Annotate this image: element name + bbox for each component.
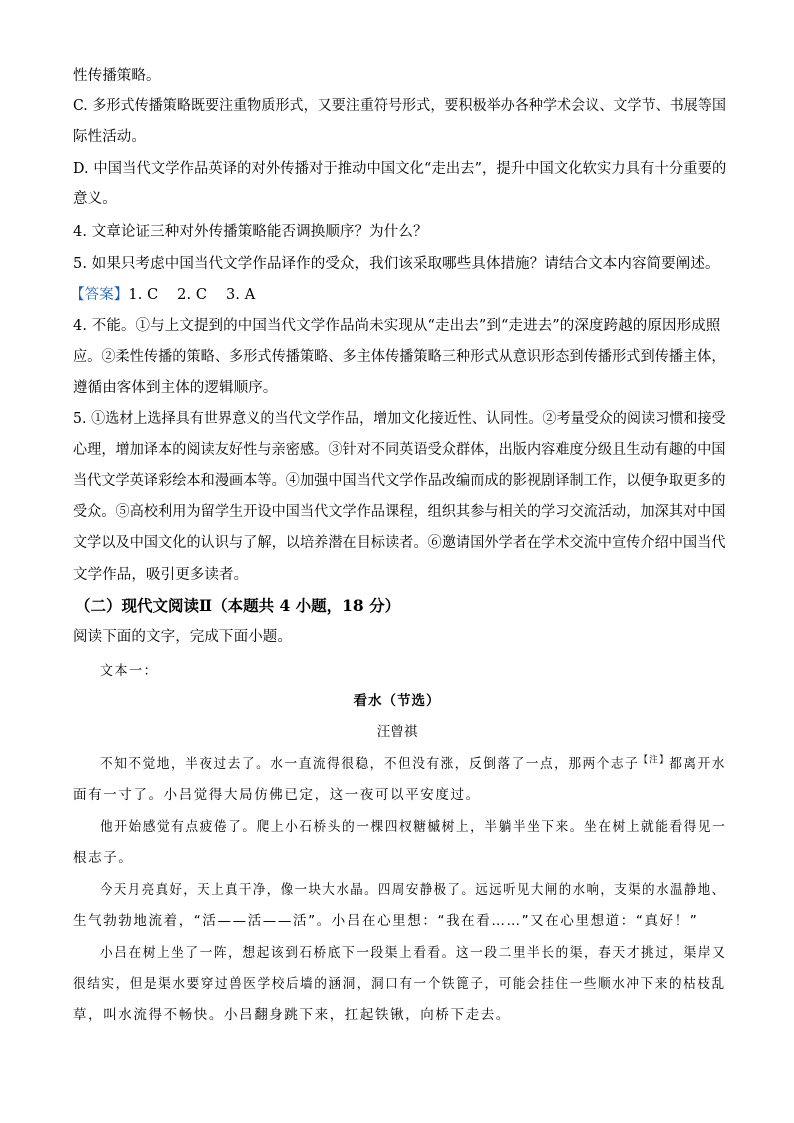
piece-author: 汪曾祺	[376, 724, 418, 740]
answer-4-line-2: 应。②柔性传播的策略、多形式传播策略、多主体传播策略三种形式从意识形态到传播形式到传播主体，	[73, 349, 726, 365]
answer-5-line-6: 文学作品，吸引更多读者。	[73, 567, 249, 583]
answer-5-line-3: 当代文学英译彩绘本和漫画本等。④加强中国当代文学作品改编而成的影视剧译制工作，以便争取更多的	[73, 473, 726, 489]
paragraph-1-line-2: 面有一寸了。小吕觉得大局仿佛已定，这一夜可以平安度过。	[73, 787, 481, 803]
answer-5-line-4: 受众。⑤高校利用为留学生开设中国当代文学作品课程，组织其参与相关的学习交流活动，加深其对中国	[73, 504, 726, 520]
paragraph-1-line-1-b: 都离开水	[669, 756, 727, 772]
answer-line	[70, 285, 718, 305]
answer-5-line-1: 5. ①选材上选择具有世界意义的当代文学作品，增加文化接近性、认同性。②考量受众的阅读习惯和接受	[73, 411, 726, 427]
answer-tag: 【答案】	[70, 287, 129, 303]
paragraph-4-line-1: 小吕在树上坐了一阵，想起该到石桥底下一段渠上看看。这一段二里半长的渠，春天才挑过，渠岸又	[100, 945, 727, 961]
paragraph-3-line-2: 生气勃勃地流着，“活——活——活”。小吕在心里想：“我在看……”又在心里想道：“真好！”	[73, 913, 699, 929]
answer-4-line-1: 4. 不能。①与上文提到的中国当代文学作品尚未实现从“走出去”到“走进去”的深度跨越的原因形成照	[73, 318, 721, 334]
section-title: （二）现代文阅读Ⅱ（本题共 4 小题，18 分）	[75, 596, 401, 615]
text-label: 文本一：	[100, 663, 159, 679]
paragraph-1-line-1	[100, 754, 727, 774]
paragraph-4-line-2: 很结实，但是渠水要穿过兽医学校后墙的涵洞，洞口有一个铁篦子，可能会挂住一些顺水冲下来的枯枝乱	[73, 976, 726, 992]
question-4: 4. 文章论证三种对外传播策略能否调换顺序？为什么？	[73, 224, 428, 240]
option-d-line-1: D. 中国当代文学作品英译的对外传播对于推动中国文化“走出去”，提升中国文化软实力具有十分重要的	[73, 161, 727, 177]
paragraph-2-line-2: 根志子。	[73, 850, 134, 866]
option-c-line-2: 际性活动。	[73, 129, 146, 145]
answer-5-line-2: 心理，增加译本的阅读友好性与亲密感。③针对不同英语受众群体，出版内容难度分级且生动有趣的中国	[73, 442, 726, 458]
piece-title: 看水（节选）	[353, 693, 441, 709]
answer-4-line-3: 遵循由客体到主体的逻辑顺序。	[73, 380, 278, 396]
option-b-continued: 性传播策略。	[73, 68, 161, 84]
section-instruction: 阅读下面的文字，完成下面小题。	[73, 629, 292, 645]
paragraph-2-line-1: 他开始感觉有点疲倦了。爬上小石桥头的一棵四杈糖槭树上，半躺半坐下来。坐在树上就能看得见一	[100, 819, 727, 835]
paragraph-4-line-3: 草，叫水流得不畅快。小吕翻身跳下来，扛起铁锹，向桥下走去。	[73, 1007, 511, 1023]
paragraph-1-line-1-a: 不知不觉地，半夜过去了。水一直流得很稳，不但没有涨，反倒落了一点，那两个志子	[100, 756, 640, 772]
footnote-marker[interactable]: 【注】	[639, 755, 670, 766]
option-d-line-2: 意义。	[73, 191, 117, 207]
paragraph-3-line-1: 今天月亮真好，天上真干净，像一块大水晶。四周安静极了。远远听见大闸的水响，支渠的水温静地、	[100, 882, 726, 898]
answer-choices: 1. C 2. C 3. A	[128, 287, 256, 303]
answer-5-line-5: 文学以及中国文化的认识与了解，以培养潜在目标读者。⑥邀请国外学者在学术交流中宣传介绍中国当代	[73, 535, 726, 551]
question-5: 5. 如果只考虑中国当代文学作品译作的受众，我们该采取哪些具体措施？请结合文本内容简要阐述。	[73, 256, 720, 272]
option-c-line-1: C. 多形式传播策略既要注重物质形式，又要注重符号形式，要积极举办各种学术会议、文学节、书展等国	[73, 98, 727, 114]
